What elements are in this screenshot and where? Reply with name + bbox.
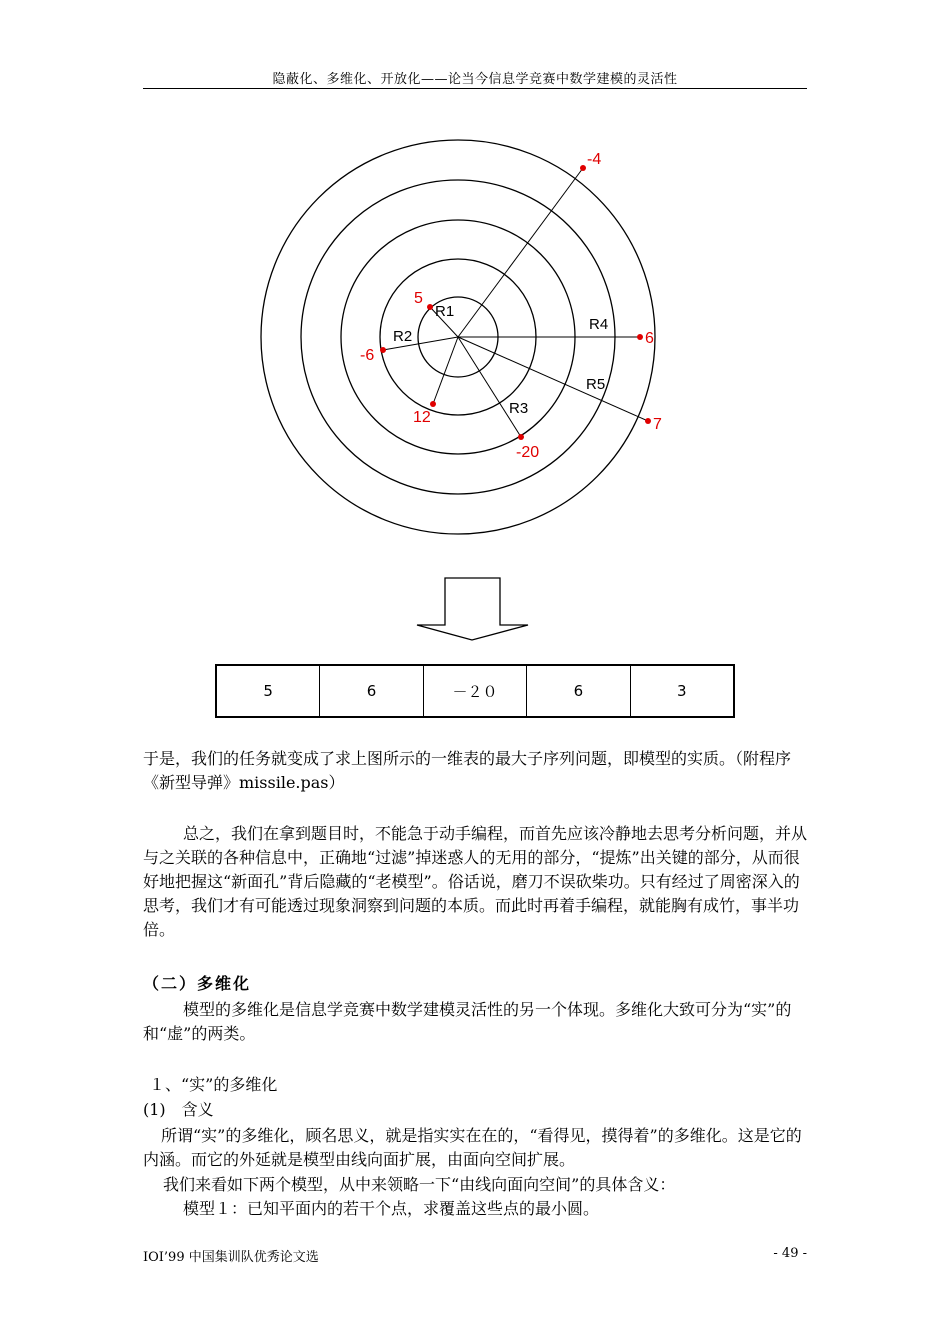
table-cell: 5	[216, 665, 320, 717]
paragraph-model-1: 模型１：已知平面内的若干个点，求覆盖这些点的最小圆。	[183, 1199, 600, 1218]
value-5: 5	[414, 290, 423, 307]
radius-line-7	[458, 337, 648, 421]
point-6	[637, 334, 643, 340]
value-7: 7	[653, 416, 662, 433]
subsubsection-title: (1) 含义	[143, 1100, 214, 1119]
point-12	[430, 401, 436, 407]
section-title: （二）多维化	[143, 974, 252, 993]
table-cell: 6	[527, 665, 630, 717]
value-12: 12	[413, 409, 431, 426]
concentric-circles-diagram	[0, 0, 950, 660]
radius-line-minus20	[458, 337, 521, 437]
subsection-title: １、“实”的多维化	[149, 1075, 278, 1094]
label-r5: R5	[586, 376, 606, 393]
running-header: 隐蔽化、多维化、开放化——论当今信息学竞赛中数学建模的灵活性	[272, 72, 678, 87]
table-cell: 6	[320, 665, 423, 717]
label-r1: R1	[435, 303, 455, 320]
point-minus20	[518, 434, 524, 440]
paragraph-conclusion: 于是，我们的任务就变成了求上图所示的一维表的最大子序列问题，即模型的实质。（附程序《新型导弹》missile.pas）	[143, 749, 792, 792]
point-7	[645, 418, 651, 424]
value-6: 6	[645, 330, 654, 347]
point-minus4	[580, 165, 586, 171]
table-cell: 3	[630, 665, 734, 717]
paragraph-multidim-intro: 模型的多维化是信息学竞赛中数学建模灵活性的另一个体现。多维化大致可分为“实”的和“虚”的两类。	[143, 1000, 792, 1043]
down-arrow	[417, 578, 528, 640]
value-minus4: -4	[587, 151, 602, 168]
paragraph-definition: 所谓“实”的多维化，顾名思义，就是指实实在在的，“看得见，摸得着”的多维化。这是它的内涵。而它的外延就是模型由线向面扩展，由面向空间扩展。	[143, 1126, 802, 1169]
value-minus20: -20	[516, 444, 540, 461]
footer-book-title: IOI’99 中国集训队优秀论文选	[143, 1250, 319, 1265]
page-number: - 49 -	[773, 1246, 807, 1261]
table-row	[216, 665, 734, 717]
label-r2: R2	[393, 328, 413, 345]
label-r4: R4	[589, 316, 609, 333]
paragraph-models-intro: 我们来看如下两个模型，从中来领略一下“由线向面向空间”的具体含义：	[163, 1175, 676, 1194]
paragraph-summary: 总之，我们在拿到题目时，不能急于动手编程，而首先应该冷静地去思考分析问题，并从与之关联的各种信息中，正确地“过滤”掉迷惑人的无用的部分，“提炼”出关键的部分，从而很好地把握这“新面孔”背后隐藏的“老模型”。俗话说，磨刀不误砍柴功。只有经过了周密深入的思考，我们才有可能透过现象洞察到问题的本质。而此时再着手编程，就能胸有成竹，事半功倍。	[143, 824, 808, 939]
point-minus6	[380, 347, 386, 353]
table-cell: －２０	[423, 665, 526, 717]
label-r3: R3	[509, 400, 529, 417]
value-minus6: -6	[360, 347, 375, 364]
point-5	[427, 304, 433, 310]
sequence-table	[215, 664, 735, 718]
